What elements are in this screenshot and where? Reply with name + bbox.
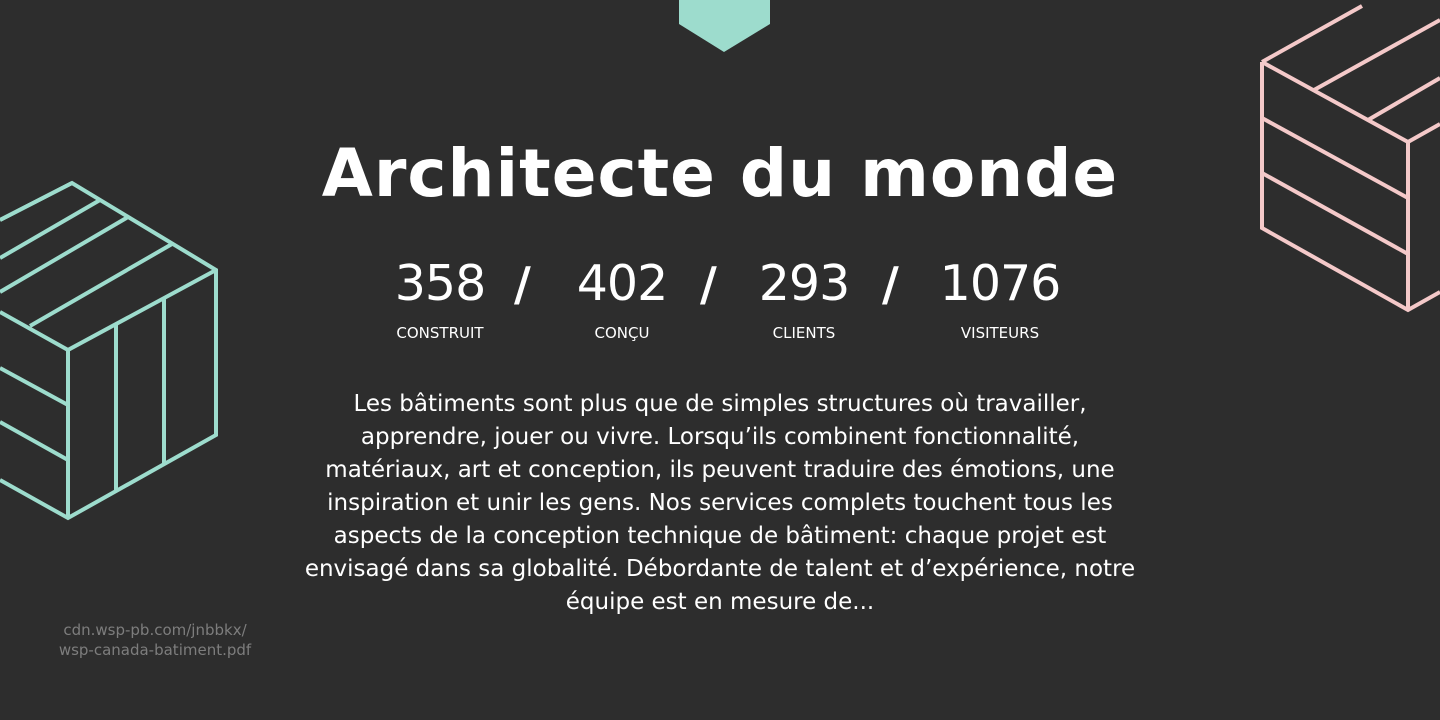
description-paragraph: Les bâtiments sont plus que de simples structures où travailler, apprendre, jouer ou vivre. Lorsqu’ils combinent fonctionnalité, matériaux, art et conception, ils peuvent traduire des émotions, une inspiration et unir les gens. Nos services complets touchent tous les aspects de la conception technique de bâtiment: chaque projet est envisagé dans sa globalité. Débordante de talent et d’expérience, notre équipe est en mesure de...	[304, 391, 1136, 615]
source-credit-line: cdn.wsp-pb.com/jnbbkx/	[63, 621, 247, 639]
stats-row	[360, 250, 1080, 360]
stat-built	[360, 250, 520, 344]
stat-visitors-value: 1076	[939, 255, 1061, 312]
left-cube-outline-icon	[0, 180, 230, 530]
stat-designed	[542, 250, 702, 344]
stat-separator: /	[882, 257, 899, 311]
stat-visitors-label: VISITEURS	[960, 324, 1040, 342]
source-credit	[40, 620, 270, 660]
stat-separator: /	[700, 257, 717, 311]
stat-clients	[724, 250, 884, 344]
stat-designed-value: 402	[576, 255, 668, 312]
stat-clients-value: 293	[758, 255, 850, 312]
stat-built-label: CONSTRUIT	[396, 324, 484, 342]
stat-clients-label: CLIENTS	[772, 324, 836, 342]
stat-visitors	[920, 250, 1080, 344]
stat-separator: /	[514, 257, 531, 311]
stat-built-value: 358	[394, 255, 486, 312]
source-credit-line: wsp-canada-batiment.pdf	[58, 641, 252, 659]
top-tab-marker	[0, 0, 1440, 60]
stat-designed-label: CONÇU	[594, 324, 650, 342]
page-title: Architecte du monde	[321, 135, 1119, 212]
